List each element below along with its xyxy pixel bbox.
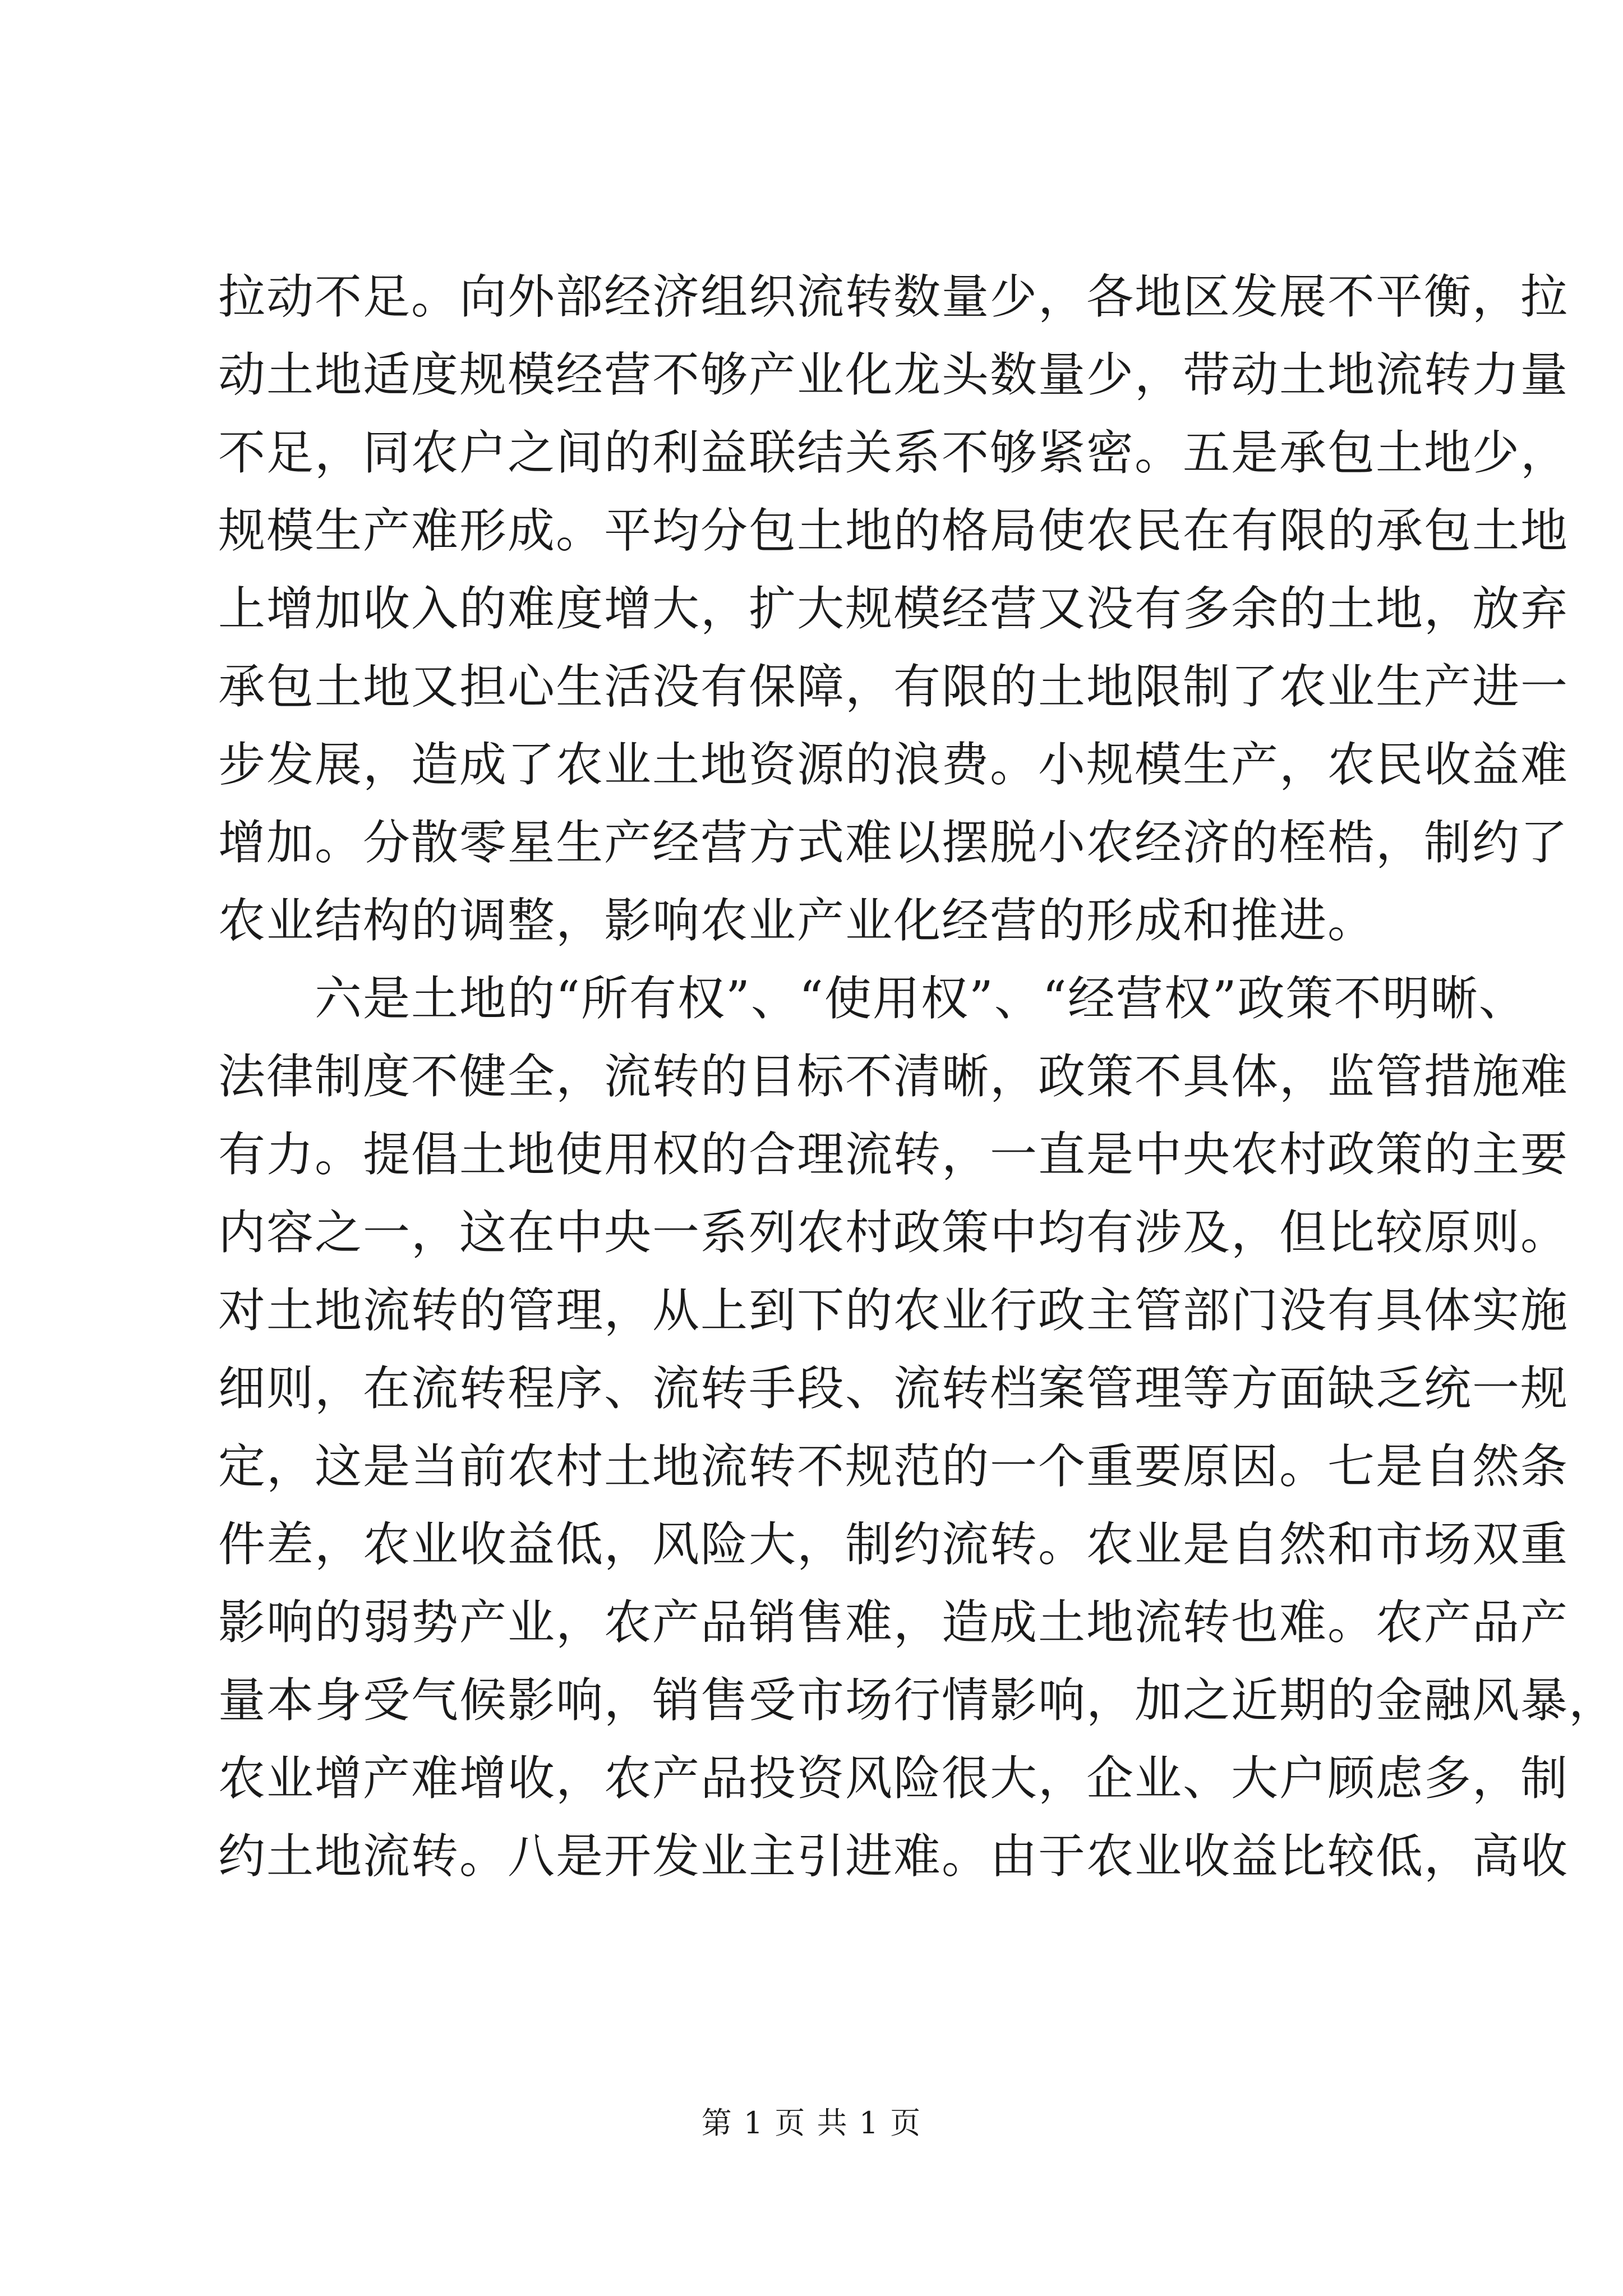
text-line: 农业结构的调整，影响农业产业化经营的形成和推进。 (218, 893, 1376, 948)
text-line: 约土地流转。八是开发业主引进难。由于农业收益比较低，高收 (218, 1829, 1569, 1884)
text-line: 细则，在流转程序、流转手段、流转档案管理等方面缺乏统一规 (218, 1361, 1569, 1416)
text-line: 内容之一，这在中央一系列农村政策中均有涉及，但比较原则。 (218, 1205, 1569, 1260)
document-body (218, 258, 1617, 1895)
text-line: 动土地适度规模经营不够产业化龙头数量少，带动土地流转力量 (218, 347, 1569, 402)
text-line: 增加。分散零星生产经营方式难以摆脱小农经济的桎梏，制约了 (218, 815, 1569, 870)
text-line: 量本身受气候影响，销售受市场行情影响，加之近期的金融风暴， (218, 1673, 1617, 1728)
text-line: 件差，农业收益低，风险大，制约流转。农业是自然和市场双重 (218, 1517, 1569, 1572)
text-line: 不足，同农户之间的利益联结关系不够紧密。五是承包土地少， (218, 425, 1569, 480)
page-footer (0, 2099, 1623, 2142)
text-line: 农业增产难增收，农产品投资风险很大，企业、大户顾虑多，制 (218, 1751, 1569, 1806)
text-line: 对土地流转的管理，从上到下的农业行政主管部门没有具体实施 (218, 1283, 1569, 1338)
text-line: 有力。提倡土地使用权的合理流转，一直是中央农村政策的主要 (218, 1127, 1569, 1182)
text-line: 步发展，造成了农业土地资源的浪费。小规模生产，农民收益难 (218, 737, 1569, 792)
page-number: 第 1 页 共 1 页 (701, 2105, 922, 2141)
text-line: 定，这是当前农村土地流转不规范的一个重要原因。七是自然条 (218, 1439, 1569, 1494)
text-line: 影响的弱势产业，农产品销售难，造成土地流转也难。农产品产 (218, 1595, 1569, 1650)
text-line: 法律制度不健全，流转的目标不清晰，政策不具体，监管措施难 (218, 1049, 1569, 1104)
text-line: 规模生产难形成。平均分包土地的格局使农民在有限的承包土地 (218, 503, 1569, 558)
text-line: 拉动不足。向外部经济组织流转数量少，各地区发展不平衡，拉 (218, 269, 1569, 324)
text-line: 上增加收入的难度增大，扩大规模经营又没有多余的土地，放弃 (218, 581, 1569, 636)
text-line: 承包土地又担心生活没有保障，有限的土地限制了农业生产进一 (218, 659, 1569, 714)
text-line: 六是土地的“所有权”、“使用权”、“经营权”政策不明晰、 (315, 971, 1527, 1026)
